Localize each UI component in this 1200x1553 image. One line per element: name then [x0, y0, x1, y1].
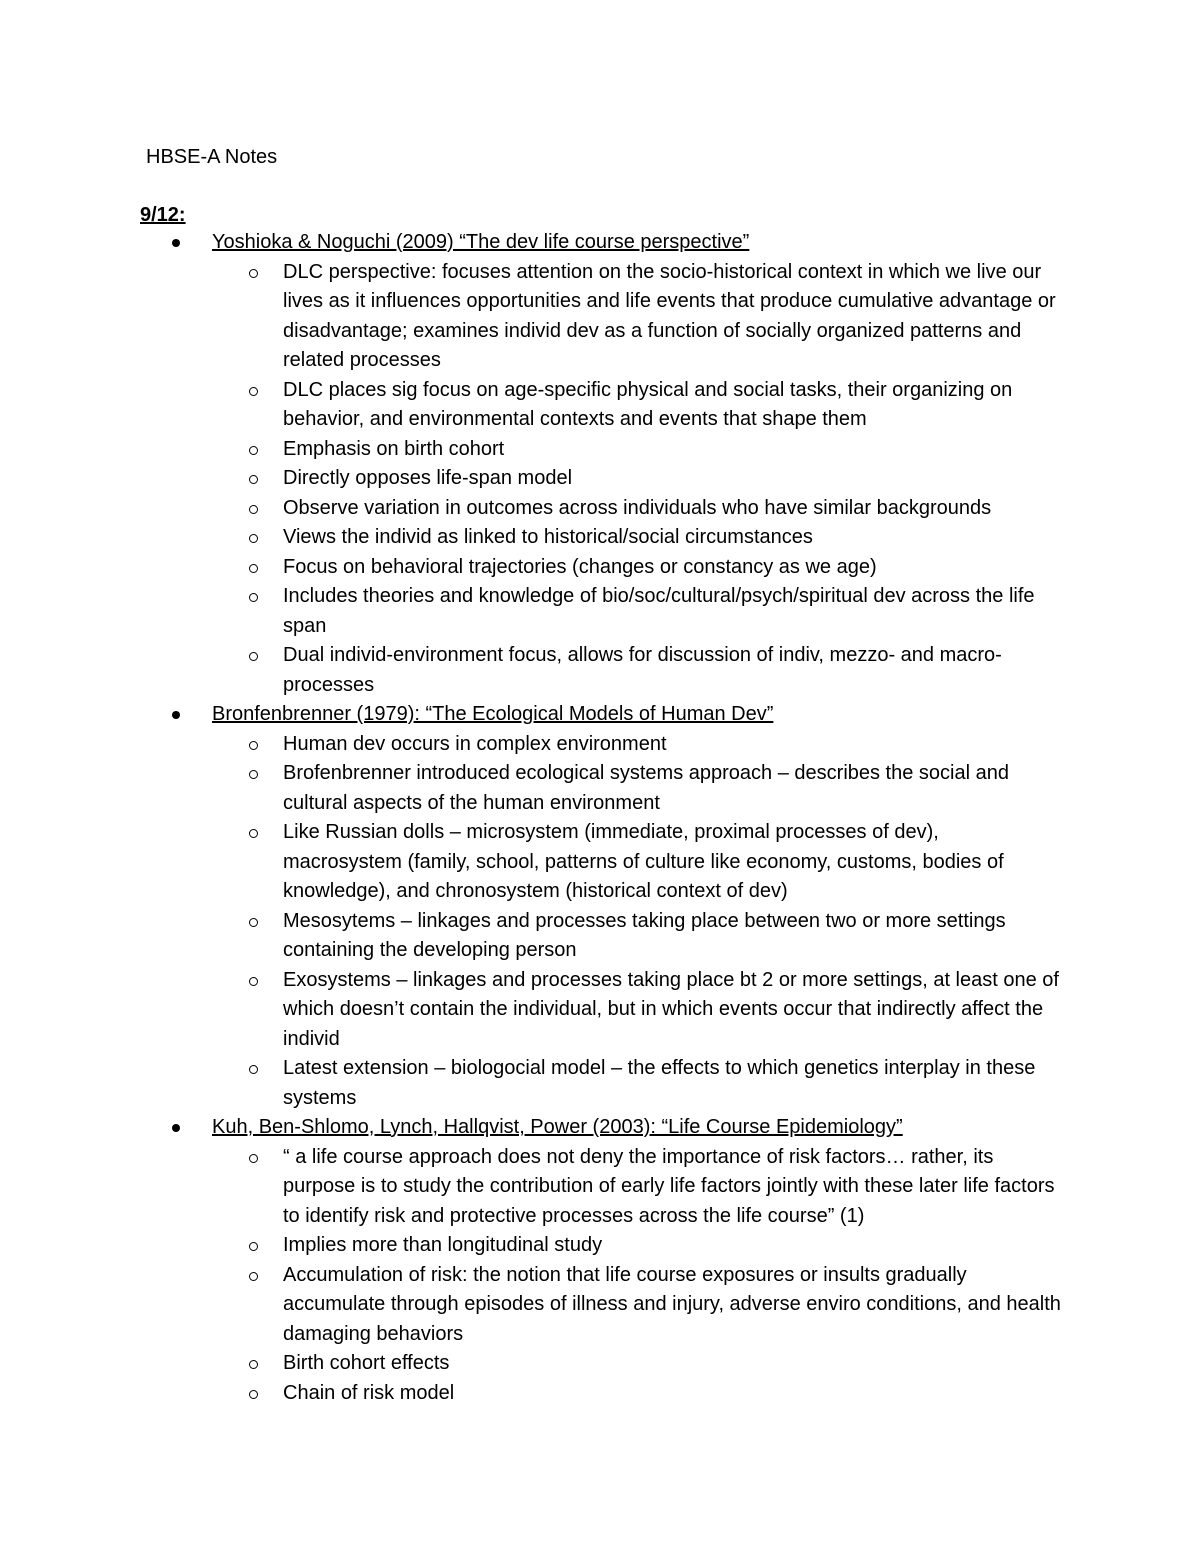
list-item-text: Focus on behavioral trajectories (changes or constancy as we age) [283, 555, 877, 578]
filled-bullet-icon [172, 239, 180, 247]
hollow-bullet-icon [249, 564, 258, 573]
list-item [0, 1143, 1063, 1232]
list-item [0, 1379, 1063, 1409]
hollow-bullet-icon [249, 770, 258, 779]
hollow-bullet-icon [249, 918, 258, 927]
hollow-bullet-icon [249, 652, 258, 661]
hollow-bullet-icon [249, 1065, 258, 1074]
list-item [0, 966, 1063, 1055]
list-item-text: Views the individ as linked to historical/social circumstances [283, 526, 813, 548]
hollow-bullet-icon [249, 593, 258, 602]
list-item-text: Mesosytems – linkages and processes taking place between two or more settings containing the developing person [283, 909, 1006, 961]
list-item [0, 494, 1063, 524]
list-item [0, 818, 1063, 907]
section-heading [0, 700, 1200, 730]
document-title: HBSE-A Notes [146, 146, 278, 168]
list-item-text: “ a life course approach does not deny the importance of risk factors… rather, its purpose is to study the contribution of early life factors jointly with these later life factors to identify risk and protective processes across the life course” (1) [283, 1145, 1055, 1227]
list-item [0, 258, 1063, 376]
list-item [0, 1054, 1063, 1113]
list-item-text: Implies more than longitudinal study [283, 1234, 603, 1256]
list-item [0, 907, 1063, 966]
section-heading [0, 228, 1200, 258]
hollow-bullet-icon [249, 1242, 258, 1251]
hollow-bullet-icon [249, 505, 258, 514]
list-item [0, 376, 1063, 435]
section-kuh-et-al [0, 1113, 1200, 1408]
list-item [0, 553, 1063, 583]
hollow-bullet-icon [249, 387, 258, 396]
list-item-text: Directly opposes life-span model [283, 467, 573, 489]
hollow-bullet-icon [249, 269, 258, 278]
list-item [0, 464, 1063, 494]
notes-content [0, 228, 1200, 1408]
hollow-bullet-icon [249, 1390, 258, 1399]
hollow-bullet-icon [249, 534, 258, 543]
reference-citation: Bronfenbrenner (1979): “The Ecological Models of Human Dev” [212, 703, 774, 725]
list-item-text: DLC perspective: focuses attention on the socio-historical context in which we live our lives as it influences opportunities and life events that produce cumulative advantage or disadvantage; examines individ dev as a function of socially organized patterns and related processes [283, 260, 1056, 371]
list-item-text: Brofenbrenner introduced ecological systems approach – describes the social and cultural aspects of the human environment [283, 762, 1009, 814]
list-item [0, 641, 1063, 700]
list-item-text: Emphasis on birth cohort [283, 437, 505, 460]
hollow-bullet-icon [249, 829, 258, 838]
list-item-text: Birth cohort effects [283, 1352, 450, 1374]
hollow-bullet-icon [249, 446, 258, 455]
list-item [0, 730, 1063, 760]
list-item [0, 523, 1063, 553]
list-item-text: Chain of risk model [283, 1381, 455, 1404]
list-item-text: Dual individ-environment focus, allows for discussion of indiv, mezzo- and macro-processes [283, 644, 1002, 696]
hollow-bullet-icon [249, 741, 258, 750]
section-bronfenbrenner [0, 700, 1200, 1113]
filled-bullet-icon [172, 1124, 180, 1132]
hollow-bullet-icon [249, 475, 258, 484]
list-item-text: DLC places sig focus on age-specific physical and social tasks, their organizing on behavior, and environmental contexts and events that shape them [283, 378, 1013, 430]
list-item [0, 1349, 1063, 1379]
filled-bullet-icon [172, 711, 180, 719]
reference-citation: Yoshioka & Noguchi (2009) “The dev life course perspective” [212, 231, 750, 253]
reference-citation: Kuh, Ben-Shlomo, Lynch, Hallqvist, Power (2003): “Life Course Epidemiology” [212, 1116, 903, 1138]
list-item-text: Observe variation in outcomes across individuals who have similar backgrounds [283, 496, 992, 519]
hollow-bullet-icon [249, 1360, 258, 1369]
hollow-bullet-icon [249, 1272, 258, 1281]
list-item-text: Exosystems – linkages and processes taking place bt 2 or more settings, at least one of which doesn’t contain the individual, but in which events occur that indirectly affect the individ [283, 968, 1059, 1050]
list-item [0, 1231, 1063, 1261]
section-heading [0, 1113, 1200, 1143]
list-item-text: Human dev occurs in complex environment [283, 732, 667, 755]
list-item [0, 759, 1063, 818]
section-yoshioka-noguchi [0, 228, 1200, 700]
list-item [0, 1261, 1063, 1350]
hollow-bullet-icon [249, 977, 258, 986]
list-item [0, 582, 1063, 641]
hollow-bullet-icon [249, 1154, 258, 1163]
list-item-text: Latest extension – biologocial model – the effects to which genetics interplay in these systems [283, 1057, 1036, 1109]
list-item-text: Like Russian dolls – microsystem (immediate, proximal processes of dev), macrosystem (family, school, patterns of culture like economy, customs, bodies of knowledge), and chronosystem (historical context of dev) [283, 821, 1004, 902]
list-item-text: Accumulation of risk: the notion that life course exposures or insults gradually accumulate through episodes of illness and injury, adverse enviro conditions, and health damaging behaviors [283, 1263, 1061, 1345]
list-item-text: Includes theories and knowledge of bio/soc/cultural/psych/spiritual dev across the life span [283, 585, 1035, 637]
date-heading: 9/12: [140, 204, 186, 226]
list-item [0, 435, 1063, 465]
